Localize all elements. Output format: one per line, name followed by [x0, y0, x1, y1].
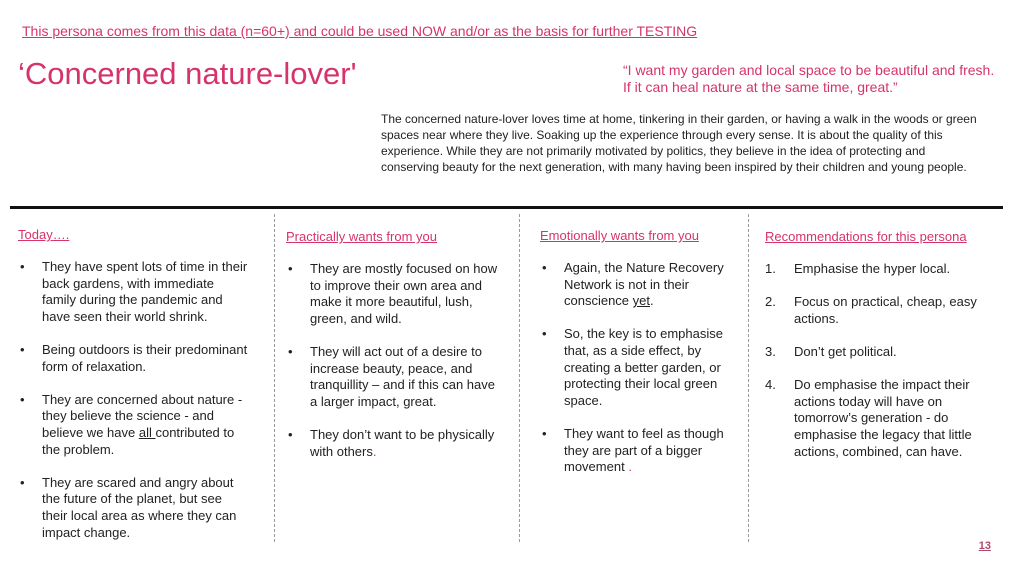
list-item: • They are mostly focused on how to improve their own area and make it more beautiful, lush, green, and wild. [286, 261, 500, 327]
recommendations-heading: Recommendations for this persona [765, 229, 967, 244]
emotional-list [540, 260, 740, 492]
list-item: 4. Do emphasise the impact their actions today will have on tomorrow’s generation - do emphasise the legacy that little actions, combined, can have. [765, 377, 972, 459]
column-separator [748, 214, 749, 542]
list-item: • They want to feel as though they are part of a bigger movement . [540, 426, 740, 476]
list-item: • They are scared and angry about the future of the planet, but see their local area as where they can impact change. [18, 475, 250, 541]
practical-heading: Practically wants from you [286, 229, 437, 244]
list-item: 1. Emphasise the hyper local. [765, 261, 951, 276]
list-item: • Being outdoors is their predominant form of relaxation. [18, 342, 250, 375]
list-item: • Again, the Nature Recovery Network is not in their conscience yet. [540, 260, 740, 310]
list-item: • They have spent lots of time in their back gardens, with immediate family during the pandemic and have seen their world shrink. [18, 259, 250, 325]
persona-intro: The concerned nature-lover loves time at home, tinkering in their garden, or having a walk in the woods or green spaces near where they live. Soaking up the experience through every sense. It is about the quality of this experience. While they are not primarily motivated by politics, they believe in the idea of protecting and conserving beauty for the next generation, with many having been inspired by their children and young people. [381, 112, 977, 174]
emotional-heading: Emotionally wants from you [540, 228, 699, 243]
page-number: 13 [978, 540, 991, 552]
practical-list [286, 261, 500, 477]
column-separator [519, 214, 520, 542]
recommendations-list [765, 261, 997, 477]
list-item: • So, the key is to emphasise that, as a side effect, by creating a better garden, or protecting their local green space. [540, 326, 740, 409]
today-list [18, 259, 250, 558]
persona-source-banner: This persona comes from this data (n=60+) and could be used NOW and/or as the basis for further TESTING [22, 23, 698, 39]
list-item: • They are concerned about nature - they believe the science - and believe we have all contributed to the problem. [18, 392, 250, 458]
section-divider [10, 206, 1003, 209]
list-item: • They will act out of a desire to increase beauty, peace, and tranquillity – and if this can have a larger impact, great. [286, 344, 500, 410]
list-item: • They don’t want to be physically with others. [286, 427, 500, 460]
list-item: 3. Don’t get political. [765, 343, 897, 359]
persona-title: ‘Concerned nature-lover' [18, 56, 357, 91]
list-item: 2. Focus on practical, cheap, easy actions. [765, 294, 977, 326]
column-separator [274, 214, 275, 542]
today-heading: Today…. [18, 227, 70, 242]
persona-quote: “I want my garden and local space to be beautiful and fresh. If it can heal nature at the same time, great.” [623, 62, 995, 95]
